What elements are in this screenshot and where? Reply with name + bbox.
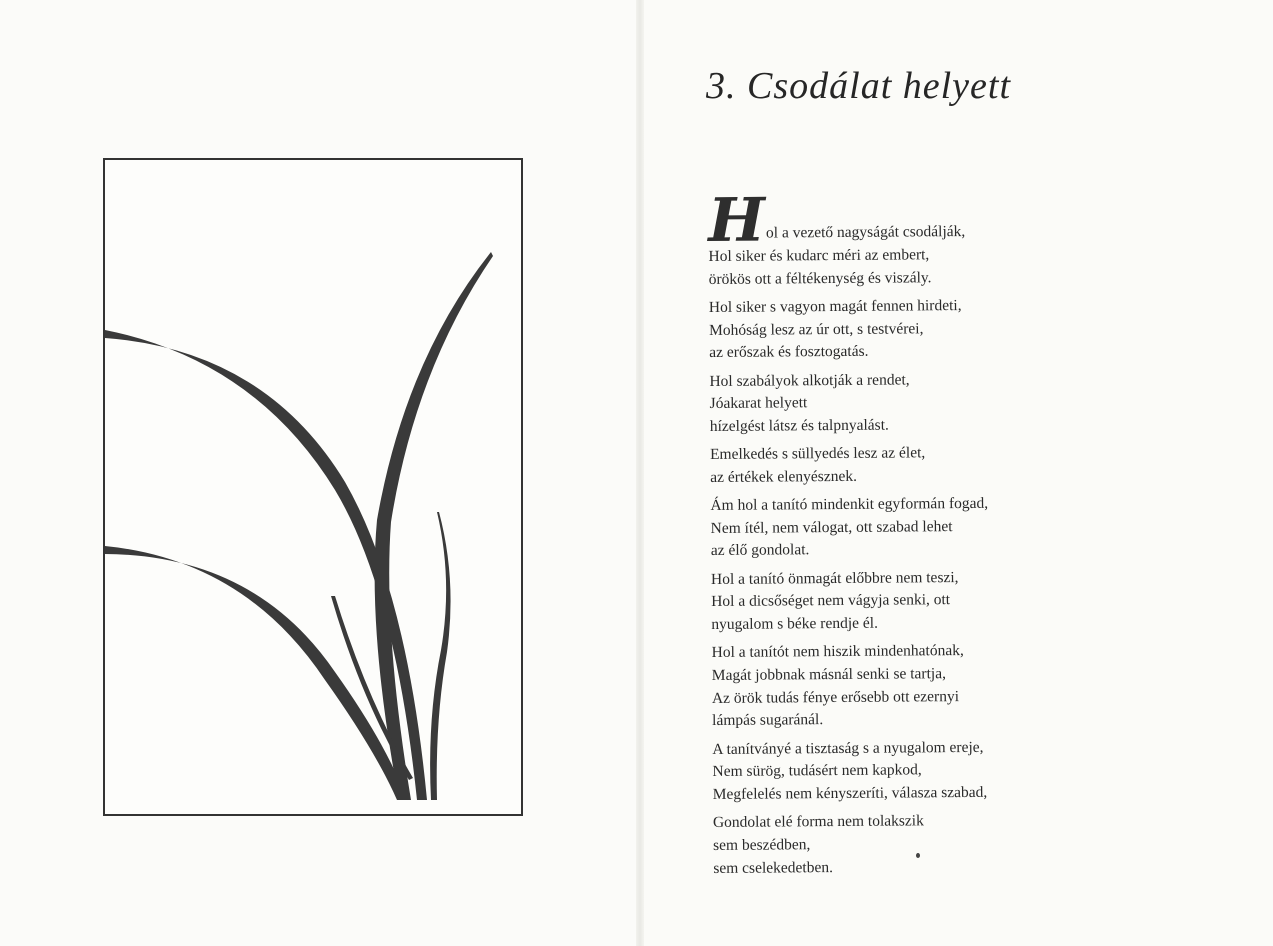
poem-line: Hol siker és kudarc méri az embert,: [708, 246, 930, 265]
poem-line: sem cselekedetben.: [713, 858, 833, 877]
stanza: [710, 492, 1111, 563]
poem-line: Emelkedés s süllyedés lesz az élet,: [709, 444, 926, 464]
poem-line: Gondolat elé forma nem tolakszik: [712, 812, 924, 832]
poem: [707, 185, 1113, 886]
poem-line: örökös ott a féltékenység és viszály.: [708, 268, 932, 288]
poem-line: Nem sürög, tudásért nem kapkod,: [712, 761, 922, 781]
grass-illustration: [105, 160, 523, 816]
poem-line: Mohóság lesz az úr ott, s testvérei,: [708, 319, 924, 339]
illustration-frame: [103, 158, 523, 816]
poem-line: Jóakarat helyett: [709, 394, 808, 413]
first-line-text: ol a vezető nagyságát csodálják,: [765, 223, 966, 242]
ink-speck: [916, 853, 920, 858]
stanzas: [708, 243, 1113, 880]
grass-blade: [430, 512, 450, 800]
stanza: [713, 809, 1114, 880]
poem-line: Hol a tanító önmagát előbbre nem teszi,: [710, 568, 959, 588]
stanza: [711, 565, 1112, 636]
stanza: [709, 367, 1110, 438]
stanza: [708, 243, 1108, 292]
poem-line: lámpás sugaránál.: [712, 711, 824, 730]
poem-line: nyugalom s béke rendje él.: [711, 614, 879, 634]
poem-line: Ám hol a tanító mindenkit egyformán fogad,: [710, 494, 989, 515]
stanza: [709, 294, 1110, 365]
poem-line: hízelgést látsz és talpnyalást.: [709, 416, 889, 435]
poem-line: A tanítványé a tisztaság s a nyugalom ereje,: [712, 738, 984, 758]
poem-line: Hol a dicsőséget nem vágyja senki, ott: [711, 591, 951, 611]
poem-line: Hol siker s vagyon magát fennen hirdeti,: [708, 296, 962, 316]
book-gutter: [636, 0, 644, 946]
poem-line: Megfelelés nem kényszeríti, válasza szabad,: [712, 783, 988, 803]
chapter-title: 3. Csodálat helyett: [706, 65, 1012, 107]
poem-line: Magát jobbnak másnál senki se tartja,: [711, 665, 946, 684]
stanza: [710, 441, 1110, 490]
poem-line: Az örök tudás fénye erősebb ott ezernyi: [711, 687, 960, 707]
poem-line: sem beszédben,: [713, 836, 811, 854]
stanza: [712, 735, 1113, 806]
stanza: [712, 639, 1113, 733]
poem-line: Hol a tanítót nem hiszik mindenhatónak,: [711, 642, 964, 662]
poem-line: Nem ítél, nem válogat, ott szabad lehet: [710, 517, 953, 537]
poem-line: az értékek elenyésznek.: [710, 467, 858, 486]
poem-line: Hol szabályok alkotják a rendet,: [709, 370, 910, 390]
poem-line: az erőszak és fosztogatás.: [709, 343, 869, 362]
drop-cap: H: [707, 185, 766, 256]
poem-line: az élő gondolat.: [710, 541, 810, 560]
